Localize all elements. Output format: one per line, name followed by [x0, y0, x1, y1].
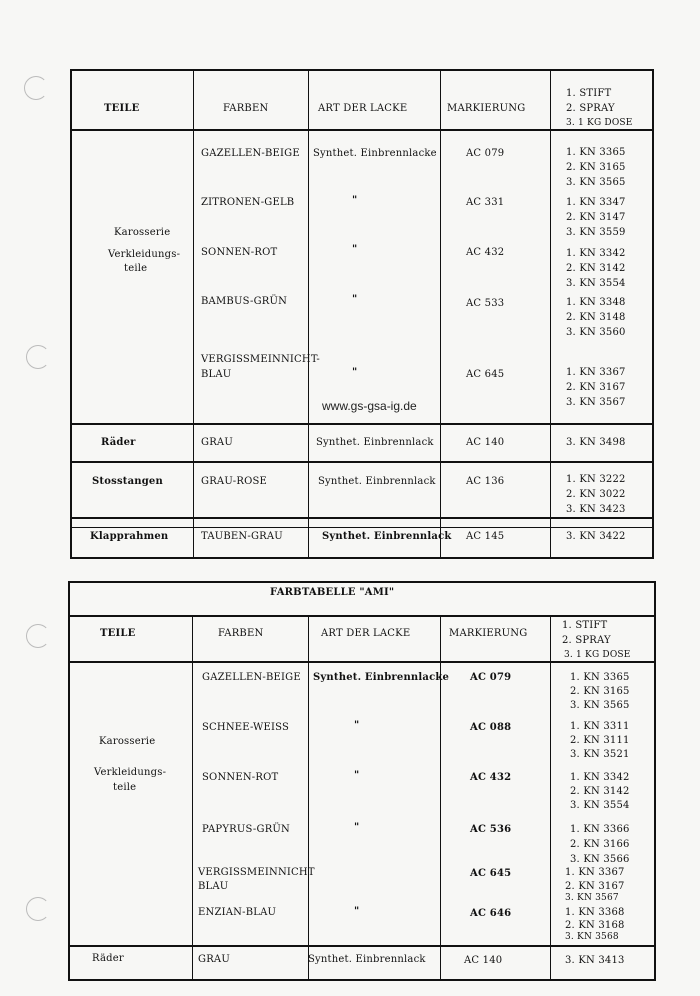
- watermark-url: www.gs-gsa-ig.de: [322, 399, 417, 413]
- header-markierung: MARKIERUNG: [447, 103, 526, 114]
- punch-hole-mark: [26, 345, 50, 369]
- ditto-mark: ": [354, 906, 360, 917]
- punch-hole-mark: [26, 624, 50, 648]
- header-spec-2: 2. SPRAY: [566, 103, 615, 114]
- farbe: SONNEN-ROT: [201, 247, 278, 258]
- kn-code: 2. KN 3142: [570, 786, 630, 797]
- kn-code: 2. KN 3142: [566, 263, 626, 274]
- farbe: VERGISSMEINNICHT-: [201, 354, 320, 365]
- kn-code: 2. KN 3111: [570, 735, 630, 746]
- kn-code: 1. KN 3347: [566, 197, 626, 208]
- lack-art: Synthet. Einbrennlacke: [313, 148, 437, 159]
- group-label: Karosserie: [114, 227, 171, 238]
- kn-code: 3. KN 3554: [570, 800, 630, 811]
- header-markierung: MARKIERUNG: [449, 628, 528, 639]
- lack-art: Synthet. Einbrennlack: [322, 531, 452, 542]
- kn-code: 1. KN 3366: [570, 824, 630, 835]
- kn-code: 3. KN 3498: [566, 437, 626, 448]
- teil-label: Stosstangen: [92, 476, 163, 487]
- header-art-der-lacke: ART DER LACKE: [321, 628, 411, 639]
- lack-art: Synthet. Einbrennlacke: [313, 672, 450, 683]
- ditto-mark: ": [354, 770, 360, 781]
- markierung: AC 136: [466, 476, 505, 487]
- kn-code: 1. KN 3365: [570, 672, 630, 683]
- header-farben: FARBEN: [218, 628, 264, 639]
- header-teile: TEILE: [104, 103, 140, 114]
- lack-art: Synthet. Einbrennlack: [318, 476, 436, 487]
- kn-code: 2. KN 3148: [566, 312, 626, 323]
- markierung: AC 079: [470, 672, 512, 683]
- markierung: AC 645: [470, 868, 512, 879]
- kn-code: 3. KN 3423: [566, 504, 626, 515]
- header-spec-3: 3. 1 KG DOSE: [564, 650, 631, 660]
- kn-code: 1. KN 3222: [566, 474, 626, 485]
- kn-code: 3. KN 3413: [565, 955, 625, 966]
- kn-code: 1. KN 3368: [565, 907, 625, 918]
- farbe: GAZELLEN-BEIGE: [201, 148, 300, 159]
- kn-code: 2. KN 3166: [570, 839, 630, 850]
- kn-code: 2. KN 3165: [566, 162, 626, 173]
- markierung: AC 331: [466, 197, 505, 208]
- farbe: SCHNEE-WEISS: [202, 722, 290, 733]
- header-spec-1: 1. STIFT: [562, 620, 608, 631]
- teil-label: Räder: [92, 953, 124, 964]
- kn-code: 2. KN 3147: [566, 212, 626, 223]
- kn-code: 1. KN 3367: [565, 867, 625, 878]
- header-spec-2: 2. SPRAY: [562, 635, 611, 646]
- farbe: TAUBEN-GRAU: [201, 531, 283, 542]
- kn-code: 1. KN 3367: [566, 367, 626, 378]
- kn-code: 1. KN 3342: [570, 772, 630, 783]
- farbe: GRAU-ROSE: [201, 476, 268, 487]
- farbe: GRAU: [198, 954, 230, 965]
- ditto-mark: ": [354, 822, 360, 833]
- punch-hole-mark: [26, 897, 50, 921]
- markierung: AC 533: [466, 298, 505, 309]
- kn-code: 3. KN 3565: [570, 700, 630, 711]
- kn-code: 3. KN 3568: [565, 932, 619, 942]
- punch-hole-mark: [24, 76, 48, 100]
- group-label: teile: [113, 782, 137, 793]
- group-label: Verkleidungs-: [94, 767, 167, 778]
- ditto-mark: ": [352, 244, 358, 255]
- header-art-der-lacke: ART DER LACKE: [318, 103, 408, 114]
- markierung: AC 646: [470, 908, 512, 919]
- kn-code: 3. KN 3560: [566, 327, 626, 338]
- header-spec-3: 3. 1 KG DOSE: [566, 118, 633, 128]
- teil-label: Räder: [101, 437, 136, 448]
- kn-code: 3. KN 3567: [566, 397, 626, 408]
- kn-code: 3. KN 3554: [566, 278, 626, 289]
- kn-code: 2. KN 3168: [565, 920, 625, 931]
- kn-code: 1. KN 3365: [566, 147, 626, 158]
- markierung: AC 645: [466, 369, 505, 380]
- header-teile: TEILE: [100, 628, 136, 639]
- kn-code: 2. KN 3167: [566, 382, 626, 393]
- lack-art: Synthet. Einbrennlack: [308, 954, 426, 965]
- group-label: Verkleidungs-: [108, 249, 181, 260]
- markierung: AC 432: [466, 247, 505, 258]
- kn-code: 3. KN 3565: [566, 177, 626, 188]
- farbe: ENZIAN-BLAU: [198, 907, 277, 918]
- header-farben: FARBEN: [223, 103, 269, 114]
- kn-code: 3. KN 3567: [565, 893, 619, 903]
- kn-code: 3. KN 3422: [566, 531, 626, 542]
- kn-code: 2. KN 3165: [570, 686, 630, 697]
- group-label: Karosserie: [99, 736, 156, 747]
- markierung: AC 432: [470, 772, 512, 783]
- group-label: teile: [124, 263, 148, 274]
- kn-code: 1. KN 3348: [566, 297, 626, 308]
- ditto-mark: ": [352, 294, 358, 305]
- farbe: GRAU: [201, 437, 233, 448]
- farbe: PAPYRUS-GRÜN: [202, 824, 291, 835]
- markierung: AC 088: [470, 722, 512, 733]
- markierung: AC 140: [464, 955, 503, 966]
- markierung: AC 536: [470, 824, 512, 835]
- kn-code: 3. KN 3566: [570, 854, 630, 865]
- kn-code: 2. KN 3022: [566, 489, 626, 500]
- table-title: FARBTABELLE "AMI": [270, 587, 395, 598]
- teil-label: Klapprahmen: [90, 531, 169, 542]
- ditto-mark: ": [352, 367, 358, 378]
- farbe: VERGISSMEINNICHT: [198, 867, 315, 878]
- kn-code: 1. KN 3311: [570, 721, 630, 732]
- markierung: AC 140: [466, 437, 505, 448]
- farbe: SONNEN-ROT: [202, 772, 279, 783]
- farbe: BLAU: [201, 369, 232, 380]
- farbe: ZITRONEN-GELB: [201, 197, 295, 208]
- kn-code: 3. KN 3521: [570, 749, 630, 760]
- lack-art: Synthet. Einbrennlack: [316, 437, 434, 448]
- kn-code: 3. KN 3559: [566, 227, 626, 238]
- kn-code: 2. KN 3167: [565, 881, 625, 892]
- header-spec-1: 1. STIFT: [566, 88, 612, 99]
- farbe: BAMBUS-GRÜN: [201, 296, 288, 307]
- farbe: GAZELLEN-BEIGE: [202, 672, 301, 683]
- markierung: AC 079: [466, 148, 505, 159]
- markierung: AC 145: [466, 531, 505, 542]
- ditto-mark: ": [354, 720, 360, 731]
- farbe: BLAU: [198, 881, 229, 892]
- kn-code: 1. KN 3342: [566, 248, 626, 259]
- ditto-mark: ": [352, 195, 358, 206]
